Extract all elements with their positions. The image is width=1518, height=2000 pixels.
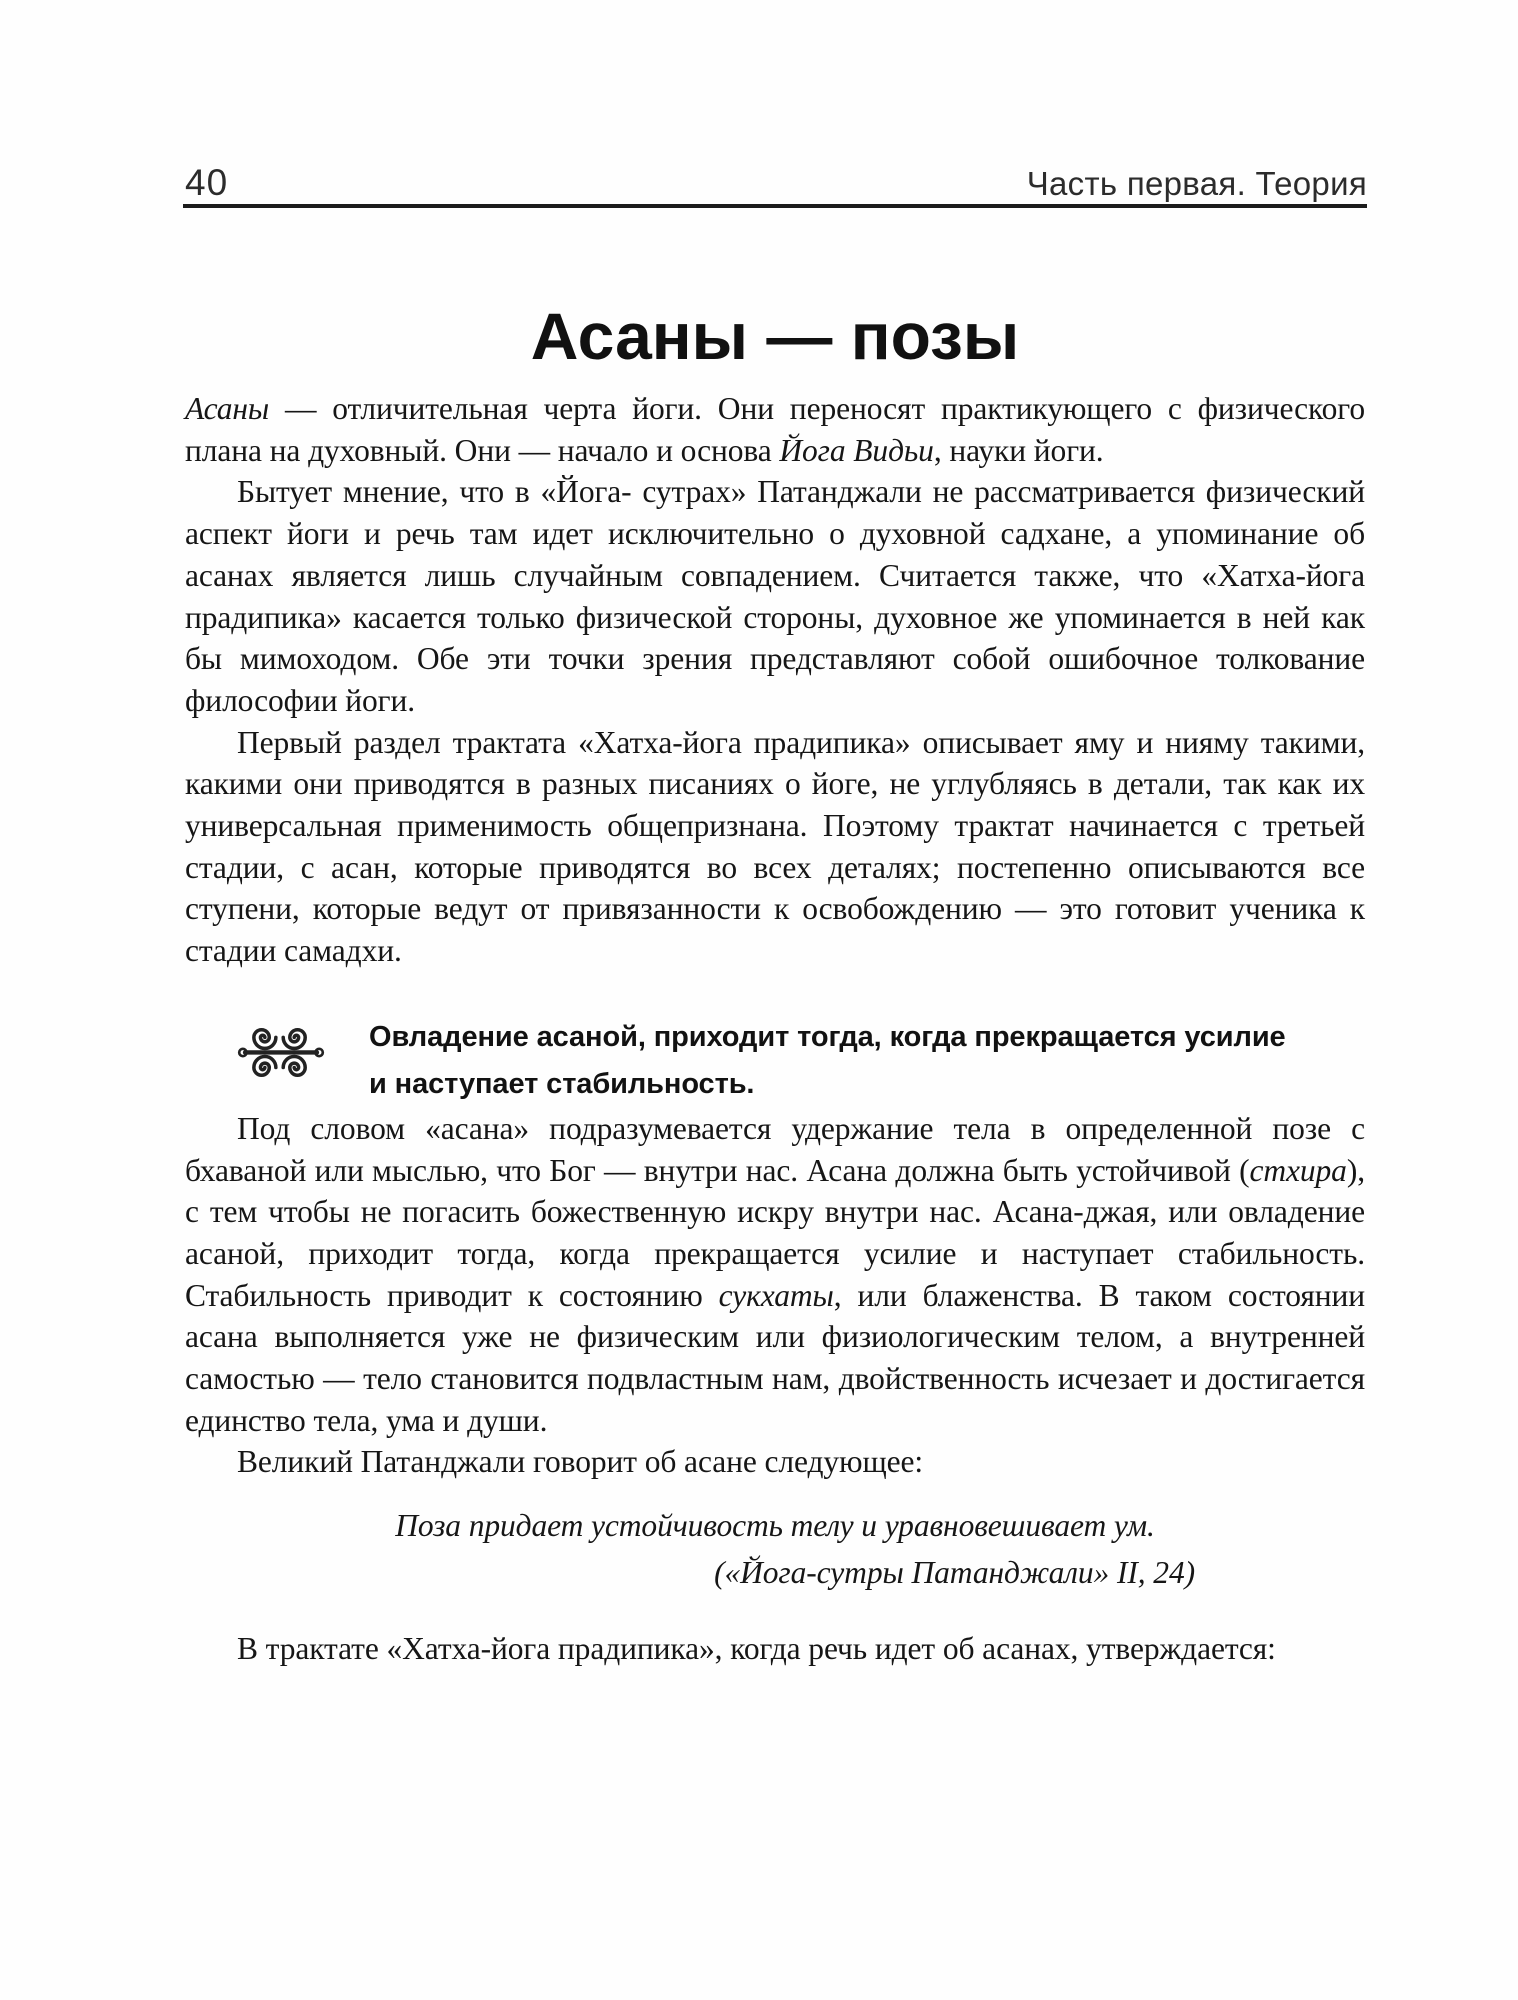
callout-text	[369, 1014, 1286, 1108]
running-title: Часть первая. Теория	[1026, 165, 1367, 202]
callout-line: Овладение асаной, приходит тогда, когда прекращается усилие	[369, 1020, 1286, 1053]
paragraph: В трактате «Хатха-йога прадипика», когда речь идет об асанах, утверждается:	[237, 1630, 1276, 1666]
body-text	[185, 388, 1365, 1669]
italic-term: Йога Видьи	[779, 432, 934, 468]
paragraph: Первый раздел трактата «Хатха-йога прадипика» описывает яму и нияму такими, какими они приводятся в разных писаниях о йоге, не углубляясь в детали, так как их универсальная применимость общепризнана. Поэтому трактат начинается с третьей стадии, с асан, которые приводятся во всех деталях; постепенно описываются все ступени, которые ведут от привязанности к освобождению — это готовит ученика к стадии самадхи.	[185, 724, 1365, 969]
quote-attribution: («Йога-сутры Патанджали» II, 24)	[714, 1555, 1195, 1591]
quote-line: Поза придает устойчивость телу и уравновешивает ум.	[395, 1508, 1155, 1544]
chapter-title: Асаны — позы	[530, 299, 1020, 374]
verse-quote	[225, 1502, 1325, 1596]
callout-line: и наступает стабильность.	[369, 1067, 755, 1100]
running-head	[185, 162, 1367, 204]
paragraph-intro: Асаны — отличительная черта йоги. Они переносят практикующего с физического плана на духовный. Они — начало и основа Йога Видьи, науки йоги.	[185, 391, 1365, 468]
italic-term: Асаны	[185, 391, 270, 426]
paragraph: Бытует мнение, что в «Йога- сутрах» Патанджали не рассматривается физический аспект йоги и речь там идет исключительно о духовной садхане, а упоминание об асанах является лишь случайным совпадением. Считается также, что «Хатха-йога прадипика» касается только физической стороны, духовное же упоминается в ней как бы мимоходом. Обе эти точки зрения представляют собой ошибочное толкование философии йоги.	[185, 474, 1365, 718]
paragraph: Великий Патанджали говорит об асане следующее:	[237, 1444, 924, 1480]
key-point-callout	[185, 1014, 1365, 1108]
italic-term: стхира	[1249, 1152, 1347, 1188]
page-number: 40	[185, 162, 229, 203]
italic-term: сукхаты	[718, 1277, 834, 1313]
header-rule	[183, 204, 1367, 208]
paragraph: Под словом «асана» подразумевается удержание тела в определенной позе с бхаваной или мыслью, что Бог — внутри нас. Асана должна быть устойчивой (стхира), с тем чтобы не погасить божественную искру внутри нас. Асана-джая, или овладение асаной, приходит тогда, когда прекращается усилие и наступает стабильность. Стабильность приводит к состоянию сукхаты, или блаженства. В таком состоянии асана выполняется уже не физическим или физиологическим телом, а внутренней самостью — тело становится подвластным нам, двойственность исчезает и достигается единство тела, ума и души.	[185, 1110, 1365, 1438]
scroll-ornament-icon	[237, 1014, 325, 1088]
